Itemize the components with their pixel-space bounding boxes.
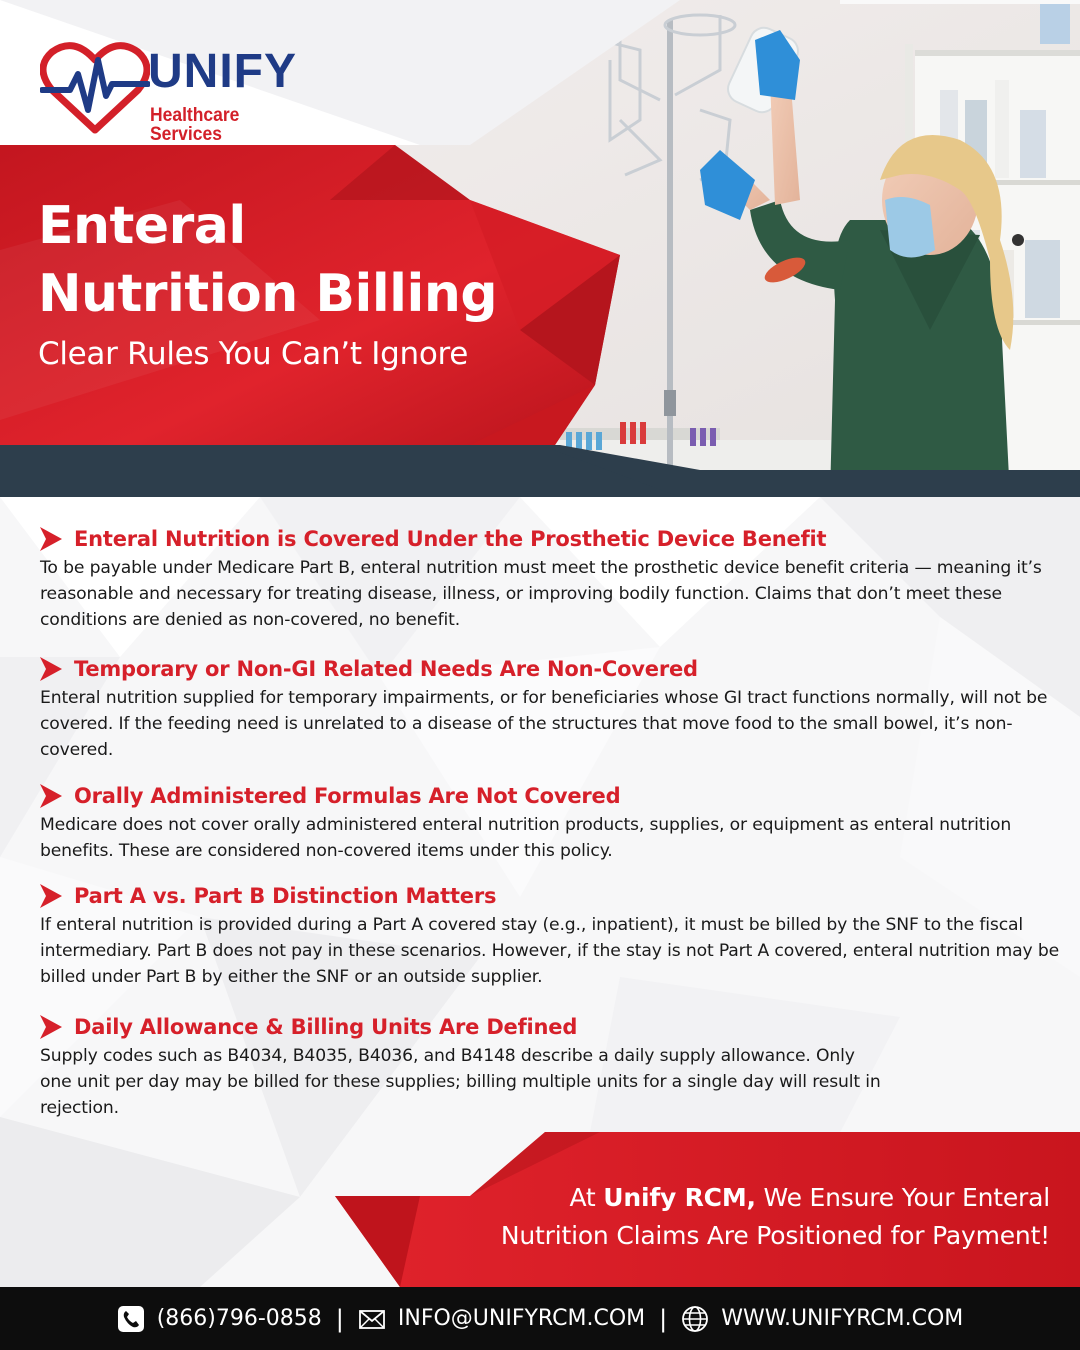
section-title: Enteral Nutrition is Covered Under the Prosthetic Device Benefit: [74, 527, 827, 551]
cta-message: [370, 1179, 1050, 1255]
contact-footer: [0, 1287, 1080, 1350]
section-title: Part A vs. Part B Distinction Matters: [74, 884, 497, 908]
cta-brand: Unify RCM,: [603, 1183, 756, 1212]
cta-line-2: Nutrition Claims Are Positioned for Payment!: [500, 1221, 1050, 1250]
section-prosthetic-benefit: [40, 524, 1060, 633]
hero-title-line-2: Nutrition Billing: [38, 264, 498, 324]
section-temporary-needs: [40, 654, 1060, 763]
section-heading: [40, 524, 1060, 554]
heartbeat-logo-icon: [40, 38, 150, 138]
section-oral-formulas: [40, 781, 1060, 865]
globe-icon: [681, 1305, 709, 1333]
footer-email[interactable]: [358, 1305, 645, 1333]
chevron-right-icon: [40, 784, 62, 808]
hero-title: [38, 192, 497, 328]
section-body: Medicare does not cover orally administered enteral nutrition products, supplies, or equipment as enteral nutrition benefits. These are considered non-covered items under this policy.: [40, 815, 1012, 861]
chevron-right-icon: [40, 1015, 62, 1039]
envelope-icon: [358, 1305, 386, 1333]
footer-phone[interactable]: [117, 1305, 322, 1333]
section-part-a-vs-b: [40, 881, 1060, 990]
hero-banner: [0, 0, 1080, 497]
chevron-right-icon: [40, 657, 62, 681]
section-body: Enteral nutrition supplied for temporary impairments, or for beneficiaries whose GI tract functions normally, will not be covered. If the feeding need is unrelated to a disease of the structures that move food to the small bowel, it’s non-covered.: [40, 688, 1048, 760]
footer-phone-text: (866)796-0858: [156, 1306, 322, 1331]
chevron-right-icon: [40, 884, 62, 908]
footer-email-text: INFO@UNIFYRCM.COM: [397, 1306, 646, 1331]
section-body: Supply codes such as B4034, B4035, B4036, and B4148 describe a daily supply allowance. Only one unit per day may be billed for these supplies; billing multiple units for a single day will result in rejection.: [40, 1046, 881, 1118]
footer-separator: |: [659, 1304, 668, 1333]
hero-subtitle: Clear Rules You Can’t Ignore: [38, 336, 469, 372]
hero-title-line-1: Enteral: [38, 196, 246, 256]
footer-website-text: WWW.UNIFYRCM.COM: [721, 1306, 964, 1331]
footer-separator: |: [335, 1304, 344, 1333]
unify-logo: [40, 38, 310, 145]
section-title: Orally Administered Formulas Are Not Covered: [74, 784, 621, 808]
section-title: Daily Allowance & Billing Units Are Defined: [74, 1015, 578, 1039]
logo-tagline: Healthcare Services: [150, 105, 240, 145]
chevron-right-icon: [40, 527, 62, 551]
section-title: Temporary or Non-GI Related Needs Are Non-Covered: [74, 657, 698, 681]
section-heading: [40, 881, 1060, 911]
section-heading: [40, 654, 1060, 684]
cta-line-1-rest: We Ensure Your Enteral: [755, 1183, 1050, 1212]
phone-icon: [117, 1305, 145, 1333]
logo-name: UNIFY: [148, 45, 297, 98]
section-heading: [40, 781, 1060, 811]
cta-line-1: [370, 1179, 1050, 1217]
section-heading: [40, 1012, 890, 1042]
footer-website[interactable]: [681, 1305, 963, 1333]
section-daily-allowance: [40, 1012, 890, 1121]
section-body: If enteral nutrition is provided during a Part A covered stay (e.g., inpatient), it must be billed by the SNF to the fiscal intermediary. Part B does not pay in these scenarios. However, if the stay is not Part A covered, enteral nutrition may be billed under Part B by either the SNF or an outside supplier.: [40, 915, 1060, 987]
cta-prefix: At: [569, 1183, 604, 1212]
section-body: To be payable under Medicare Part B, enteral nutrition must meet the prosthetic device benefit criteria — meaning it’s reasonable and necessary for treating disease, illness, or improving bodily function. Claims that don’t meet these conditions are denied as non-covered, no benefit.: [40, 558, 1042, 630]
